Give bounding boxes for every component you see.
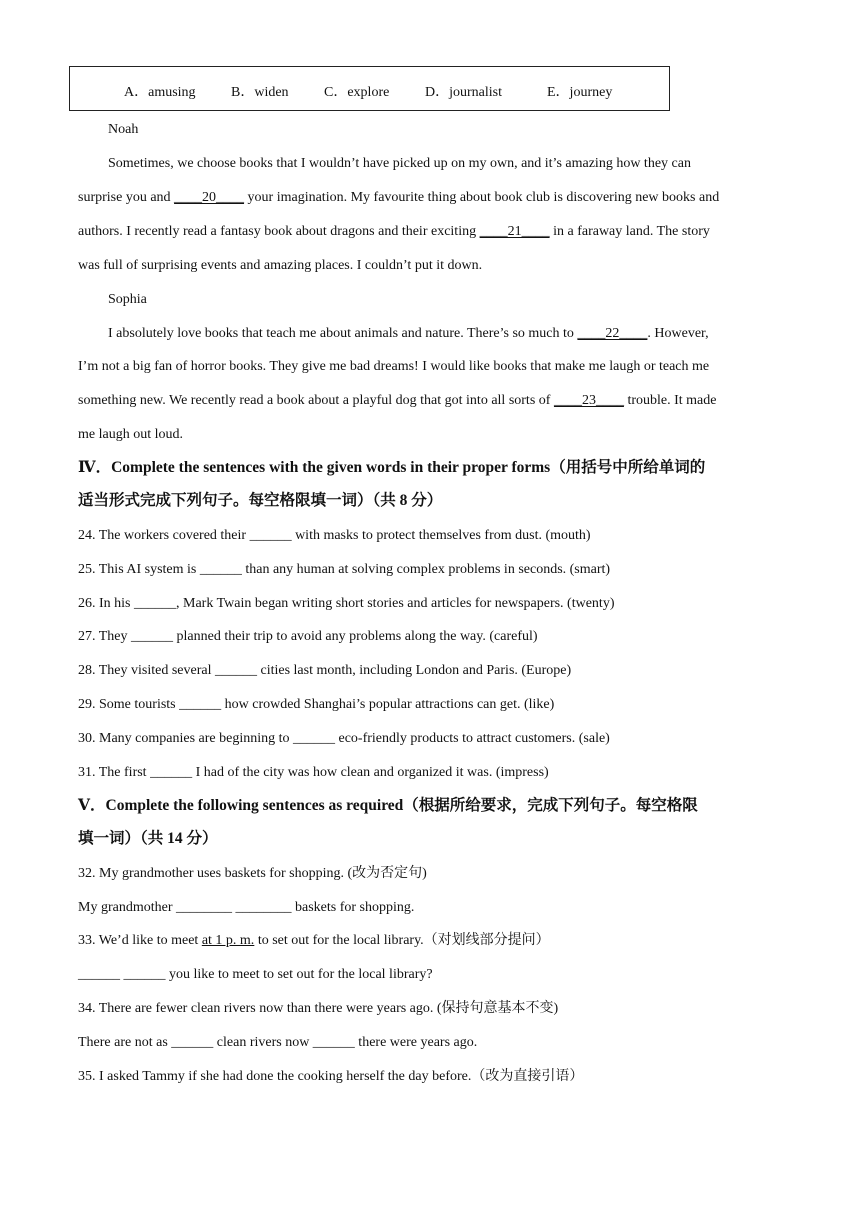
option-c: C．explore — [324, 85, 390, 100]
blank-21: ____21____ — [479, 224, 550, 239]
word-bank-box — [69, 66, 670, 111]
sophia-line-2: I’m not a big fan of horror books. They give me bad dreams! I would like books that make me laugh or teach me — [78, 359, 710, 374]
section-4-heading: Ⅳ．Complete the sentences with the given words in their proper forms（用括号中所给单词的 — [78, 459, 706, 476]
sophia-line-1 — [108, 325, 709, 343]
text: to set out for the local library.（对划线部分提问） — [254, 933, 550, 948]
answer-33: ______ ______ you like to meet to set out for the local library? — [78, 967, 433, 982]
sophia-name: Sophia — [108, 292, 147, 307]
text: I absolutely love books that teach me about animals and nature. There’s so much to — [108, 326, 578, 341]
question-34: 34. There are fewer clean rivers now than there were years ago. (保持句意基本不变) — [78, 1001, 559, 1016]
text: . However, — [647, 326, 709, 341]
text: trouble. It made — [623, 393, 717, 408]
blank-20: ____20____ — [174, 190, 245, 205]
answer-32: My grandmother ________ ________ baskets for shopping. — [78, 900, 415, 915]
noah-line-2 — [78, 189, 719, 207]
option-d: D．journalist — [425, 85, 502, 100]
question-32: 32. My grandmother uses baskets for shopping. (改为否定句) — [78, 866, 427, 881]
noah-name: Noah — [108, 122, 139, 137]
sophia-line-4: me laugh out loud. — [78, 427, 183, 442]
text: your imagination. My favourite thing about book club is discovering new books and — [244, 190, 720, 205]
text: authors. I recently read a fantasy book about dragons and their exciting — [78, 224, 480, 239]
sophia-line-3 — [78, 392, 716, 410]
option-e: E．journey — [547, 85, 613, 100]
text: something new. We recently read a book about a playful dog that got into all sorts of — [78, 393, 554, 408]
question-26: 26. In his ______, Mark Twain began writing short stories and articles for newspapers. (twenty) — [78, 596, 615, 611]
question-28: 28. They visited several ______ cities last month, including London and Paris. (Europe) — [78, 663, 572, 678]
question-27: 27. They ______ planned their trip to avoid any problems along the way. (careful) — [78, 629, 538, 644]
answer-34: There are not as ______ clean rivers now ______ there were years ago. — [78, 1035, 478, 1050]
question-33 — [78, 932, 550, 950]
question-31: 31. The first ______ I had of the city was how clean and organized it was. (impress) — [78, 765, 549, 780]
text: surprise you and — [78, 190, 175, 205]
noah-line-1: Sometimes, we choose books that I wouldn’t have picked up on my own, and it’s amazing how they can — [108, 156, 691, 171]
option-a: A．amusing — [124, 85, 196, 100]
question-29: 29. Some tourists ______ how crowded Shanghai’s popular attractions can get. (like) — [78, 697, 555, 712]
option-b: B．widen — [231, 85, 289, 100]
noah-line-4: was full of surprising events and amazing places. I couldn’t put it down. — [78, 258, 483, 273]
underlined-part: at 1 p. m. — [201, 933, 255, 948]
blank-22: ____22____ — [577, 326, 648, 341]
noah-line-3 — [78, 223, 710, 241]
text: 33. We’d like to meet — [78, 933, 202, 948]
blank-23: ____23____ — [553, 393, 624, 408]
question-35: 35. I asked Tammy if she had done the cooking herself the day before.（改为直接引语） — [78, 1069, 584, 1084]
question-30: 30. Many companies are beginning to ______ eco-friendly products to attract customers. (sale) — [78, 731, 610, 746]
question-25: 25. This AI system is ______ than any human at solving complex problems in seconds. (smart) — [78, 562, 611, 577]
section-5-heading: Ⅴ．Complete the following sentences as required（根据所给要求，完成下列句子。每空格限 — [78, 797, 698, 814]
section-4-heading-cont: 适当形式完成下列句子。每空格限填一词）（共 8 分） — [78, 492, 443, 509]
section-5-heading-cont: 填一词）（共 14 分） — [78, 830, 218, 847]
question-24: 24. The workers covered their ______ with masks to protect themselves from dust. (mouth) — [78, 528, 591, 543]
text: in a faraway land. The story — [549, 224, 710, 239]
